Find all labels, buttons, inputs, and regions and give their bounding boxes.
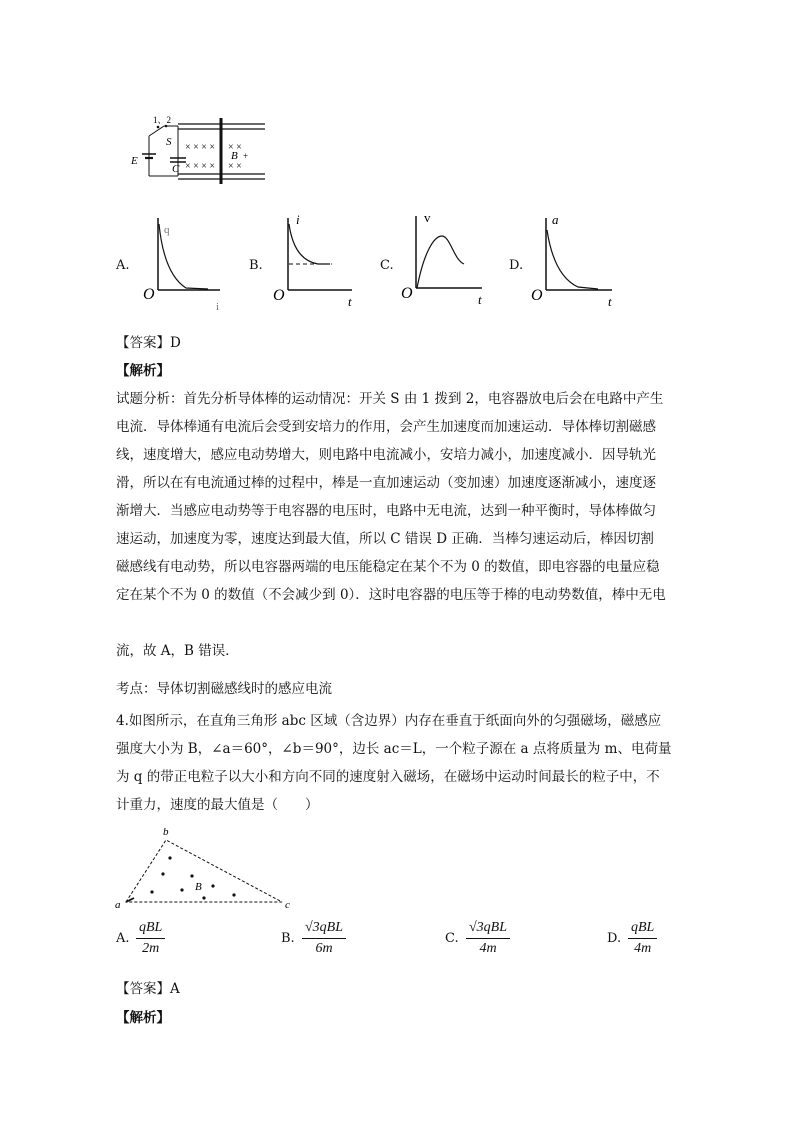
graph-d-origin: O xyxy=(531,287,543,304)
q4-option-d-denominator: 4m xyxy=(634,941,652,956)
graph-a-origin: O xyxy=(143,286,155,303)
battery-label: E xyxy=(131,155,138,167)
graph-c-origin: O xyxy=(401,285,413,302)
q4-option-d-fraction xyxy=(628,919,657,958)
capacitor-label: C xyxy=(172,163,180,175)
svg-text:× ×: × × xyxy=(228,142,242,153)
q4-stem-line-4: 计重力，速度的最大值是（ ） xyxy=(116,797,319,813)
triangle-vertex-c: c xyxy=(285,899,290,911)
switch-position-label: 1、2 xyxy=(153,115,172,125)
q4-option-a-label: A. xyxy=(116,931,130,946)
switch-label: S xyxy=(166,136,172,148)
graph-option-b-label: B. xyxy=(249,258,263,273)
graph-a xyxy=(140,212,235,312)
q4-option-a-fraction xyxy=(136,919,165,958)
q3-analysis-heading: 【解析】 xyxy=(116,363,170,379)
graph-d-y-label: a xyxy=(552,212,559,227)
triangle-vertex-b: b xyxy=(163,826,169,838)
graph-b-y-label: i xyxy=(296,212,300,227)
q4-option-b-label: B. xyxy=(281,931,295,946)
q3-analysis-line-3: 线，速度增大，感应电动势增大，则电路中电流减小，安培力减小，加速度减小．因导轨光 xyxy=(116,447,656,463)
graph-b xyxy=(270,210,365,310)
graph-option-c-label: C. xyxy=(380,258,394,273)
q3-analysis-line-7: 磁感线有电动势，所以电容器两端的电压能稳定在某个不为 0 的数值，即电容器的电量应稳 xyxy=(116,559,660,575)
graph-c-x-label: t xyxy=(478,292,482,307)
graph-option-d-label: D. xyxy=(509,258,524,273)
q4-stem-line-2: 强度大小为 B，∠a＝60°，∠b＝90°，边长 ac＝L，一个粒子源在 a 点将质量为 m、电荷量 xyxy=(116,741,672,757)
q4-option-d-label: D. xyxy=(607,931,622,946)
q4-option-c-label: C. xyxy=(445,931,459,946)
graph-a-x-label: i xyxy=(216,301,220,312)
q3-analysis-line-8: 定在某个不为 0 的数值（不会减少到 0）．这时电容器的电压等于棒的电动势数值，棒中无电 xyxy=(116,587,666,603)
q4-option-a-denominator: 2m xyxy=(142,941,160,956)
graph-b-origin: O xyxy=(273,287,285,304)
graph-a-y-label: q xyxy=(164,224,170,236)
q3-analysis-line-6: 速运动，加速度为零，速度达到最大值，所以 C 错误 D 正确．当棒匀速运动后，棒因切割 xyxy=(116,531,654,547)
graph-d-x-label: t xyxy=(608,294,612,309)
q3-kaodian: 考点：导体切割磁感线时的感应电流 xyxy=(116,681,332,697)
q4-option-b-denominator: 6m xyxy=(315,941,333,956)
q3-analysis-line-2: 电流．导体棒通有电流后会受到安培力的作用，会产生加速度而加速运动．导体棒切割磁感 xyxy=(116,419,656,435)
triangle-vertex-a: a xyxy=(115,899,121,911)
circuit-diagram xyxy=(120,112,280,190)
q3-analysis-line-9: 流，故 A，B 错误． xyxy=(116,643,239,659)
q3-analysis-line-5: 渐增大．当感应电动势等于电容器的电压时，电路中无电流，达到一种平衡时，导体棒做匀 xyxy=(116,503,656,519)
q4-option-d-numerator: qBL xyxy=(628,919,657,939)
q4-analysis-heading: 【解析】 xyxy=(116,1010,170,1026)
q3-analysis-line-4: 滑，所以在有电流通过棒的过程中，棒是一直加速运动（变加速）加速度逐渐减小，速度逐 xyxy=(116,475,656,491)
q4-option-b-numerator: √3qBL xyxy=(302,919,346,939)
graph-d xyxy=(528,210,623,310)
q4-option-c-numerator: √3qBL xyxy=(466,919,510,939)
q4-answer: 【答案】A xyxy=(116,981,180,997)
q4-stem-line-1: 4.如图所示，在直角三角形 abc 区域（含边界）内存在垂直于纸面向外的匀强磁场，磁感应 xyxy=(116,713,662,729)
q4-stem-line-3: 为 q 的带正电粒子以大小和方向不同的速度射入磁场，在磁场中运动时间最长的粒子中，不 xyxy=(116,769,660,785)
q4-option-b-fraction xyxy=(302,919,346,958)
q4-option-c-denominator: 4m xyxy=(479,941,497,956)
field-label: B xyxy=(231,150,238,162)
svg-text:+: + xyxy=(243,151,249,161)
graph-option-a-label: A. xyxy=(116,258,130,273)
triangle-field-label: B xyxy=(195,881,202,893)
q4-option-c-fraction xyxy=(466,919,510,958)
q4-option-a-numerator: qBL xyxy=(136,919,165,939)
svg-text:× ×: × × xyxy=(228,161,242,172)
q3-answer: 【答案】D xyxy=(116,335,181,351)
q3-analysis-line-1: 试题分析：首先分析导体棒的运动情况：开关 S 由 1 拨到 2，电容器放电后会在电路中产生 xyxy=(116,391,664,407)
triangle-diagram xyxy=(112,820,297,912)
field-marks-row-2: × × × × xyxy=(185,161,216,172)
graph-b-x-label: t xyxy=(348,294,352,309)
graph-c xyxy=(398,208,493,308)
graph-c-y-label: v xyxy=(424,210,431,225)
field-marks-row-1: × × × × xyxy=(185,142,216,153)
